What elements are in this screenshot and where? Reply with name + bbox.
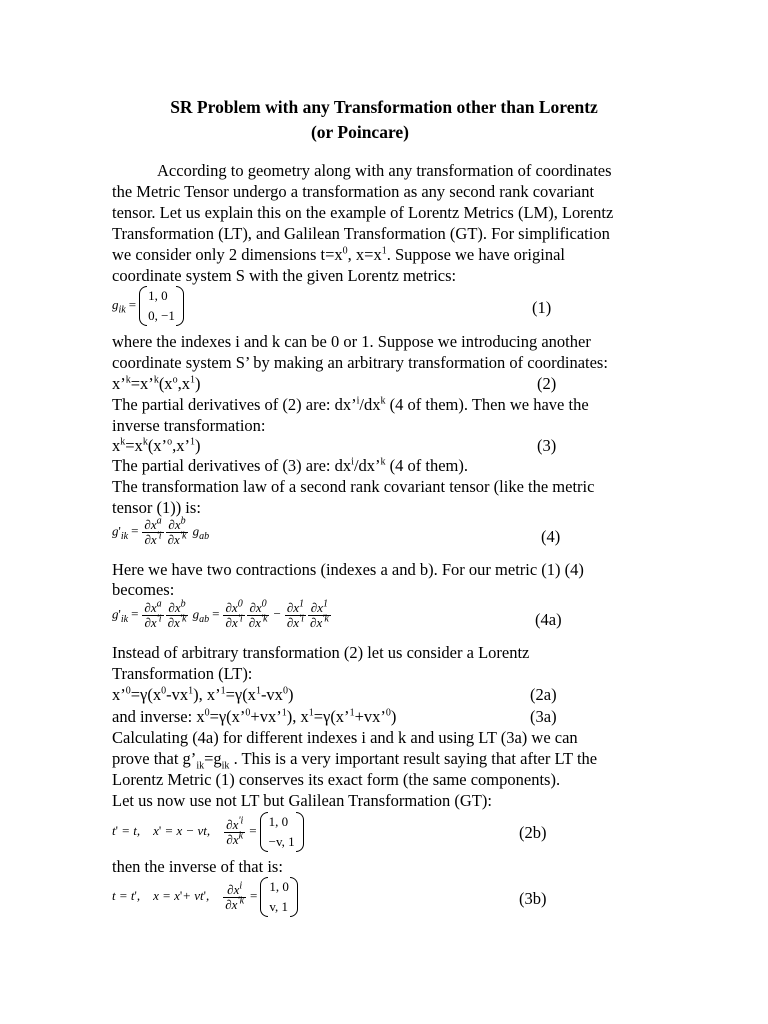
equation-3a: and inverse: $x^0=\gamma(x’^0+vx’^1)$, $x^1=\gamma(x’^1+vx’^0)$ bbox=[112, 707, 397, 726]
intro-line-6: coordinate system S with the given Lorentz metrics: bbox=[112, 266, 457, 285]
equation-number-3b: (3b) bbox=[519, 889, 547, 908]
equation-1: $g_{ik}$ = 1, 0 0, −1 bbox=[112, 286, 184, 326]
intro-line-3: tensor. Let us explain this on the example of Lorentz Metrics (LM), Lorentz bbox=[112, 203, 614, 222]
galilean-matrix: 1, 0 −v, 1 bbox=[260, 812, 304, 852]
equation-2a: $x’^0=\gamma(x^0-vx^1)$, $x’^1=\gamma(x^1-vx^0)$ bbox=[112, 685, 294, 704]
title-line-2: (or Poincare) bbox=[310, 122, 409, 142]
para7-line-3: Lorentz Metric (1) conserves its exact form (the same components). bbox=[112, 770, 561, 789]
title-line-1: SR Problem with any Transformation other than Lorentz bbox=[170, 97, 598, 117]
equation-number-4a: (4a) bbox=[535, 610, 562, 629]
intro-line-4: Transformation (LT), and Galilean Transformation (GT). For simplification bbox=[112, 224, 610, 243]
inverse-galilean-matrix: 1, 0 v, 1 bbox=[260, 877, 298, 917]
equation-number-2b: (2b) bbox=[519, 823, 547, 842]
equation-number-3a: (3a) bbox=[530, 707, 557, 726]
equation-number-3: (3) bbox=[537, 436, 557, 455]
para7-line-2: prove that $g’_{ik}=g_{ik}$ . This is a very important result saying that after LT the bbox=[112, 749, 598, 772]
equation-4a: $g'_{ik}$ = $\frac{\partial x^a}{\partial x^{'i}}$ $\frac{\partial x^b}{\partial x^{'k}}$ $g_{ab}$ = $\frac{\partial x^0}{\partial x^{'i}}$ $\frac{\partial x^0}{\partial x^{'k}}$ − $\frac{\partial x^1}{\partial x^{'i}}$ $\frac{\partial x^1}{\partial x^{'k}}$ bbox=[112, 598, 329, 630]
equation-number-2a: (2a) bbox=[530, 685, 557, 704]
equation-2b: t' = t, x' = x − vt, $\frac{\partial x^{'i}}{\partial x^k}$ = 1, 0 −v, 1 bbox=[112, 812, 304, 852]
para4-line-2: The transformation law of a second rank covariant tensor (like the metric bbox=[112, 477, 595, 496]
para2-line-2: coordinate system S’ by making an arbitrary transformation of coordinates: bbox=[112, 353, 608, 372]
equation-number-1: (1) bbox=[532, 298, 552, 317]
para5-line-1: Here we have two contractions (indexes a and b). For our metric (1) (4) bbox=[112, 560, 584, 579]
intro-line-2: the Metric Tensor undergo a transformation as any second rank covariant bbox=[112, 182, 595, 201]
para5-line-2: becomes: bbox=[112, 580, 175, 599]
para7-line-1: Calculating (4a) for different indexes i and k and using LT (3a) we can bbox=[112, 728, 578, 747]
equation-number-4: (4) bbox=[541, 527, 561, 546]
para3-line-2: inverse transformation: bbox=[112, 416, 266, 435]
para2-line-1: where the indexes i and k can be 0 or 1. Suppose we introducing another bbox=[112, 332, 591, 351]
para6-line-1: Instead of arbitrary transformation (2) let us consider a Lorentz bbox=[112, 643, 530, 662]
para4-line-1: The partial derivatives of (3) are: $dx^i/dx’^k$ (4 of them). bbox=[112, 456, 469, 475]
equation-3b: t = t', x = x'+ vt', $\frac{\partial x^i}{\partial x^{'k}}$ = 1, 0 v, 1 bbox=[112, 877, 298, 917]
equation-number-2: (2) bbox=[537, 374, 557, 393]
para6-line-2: Transformation (LT): bbox=[112, 664, 253, 683]
intro-line-5: we consider only 2 dimensions $t=x^0$, $x=x^1$. Suppose we have original bbox=[112, 245, 565, 264]
equation-4: $g'_{ik}$ = $\frac{\partial x^a}{\partial x^{'i}}$ $\frac{\partial x^b}{\partial x^{'k}}$ $g_{ab}$ bbox=[112, 515, 210, 547]
equation-3: $x^k=x^k(x’^o,x’^1)$ bbox=[112, 436, 201, 455]
intro-line-1: According to geometry along with any transformation of coordinates bbox=[157, 161, 612, 180]
metric-matrix: 1, 0 0, −1 bbox=[139, 286, 184, 326]
para3-line-1: The partial derivatives of (2) are: $dx’^i/dx^k$ (4 of them). Then we have the bbox=[112, 395, 589, 414]
para8-line-1: then the inverse of that is: bbox=[112, 857, 283, 876]
equation-2: $x’^k=x’^k(x^o,x^1)$ bbox=[112, 374, 201, 393]
para4-line-3: tensor (1)) is: bbox=[112, 498, 201, 517]
para7-line-4: Let us now use not LT but Galilean Transformation (GT): bbox=[112, 791, 492, 810]
